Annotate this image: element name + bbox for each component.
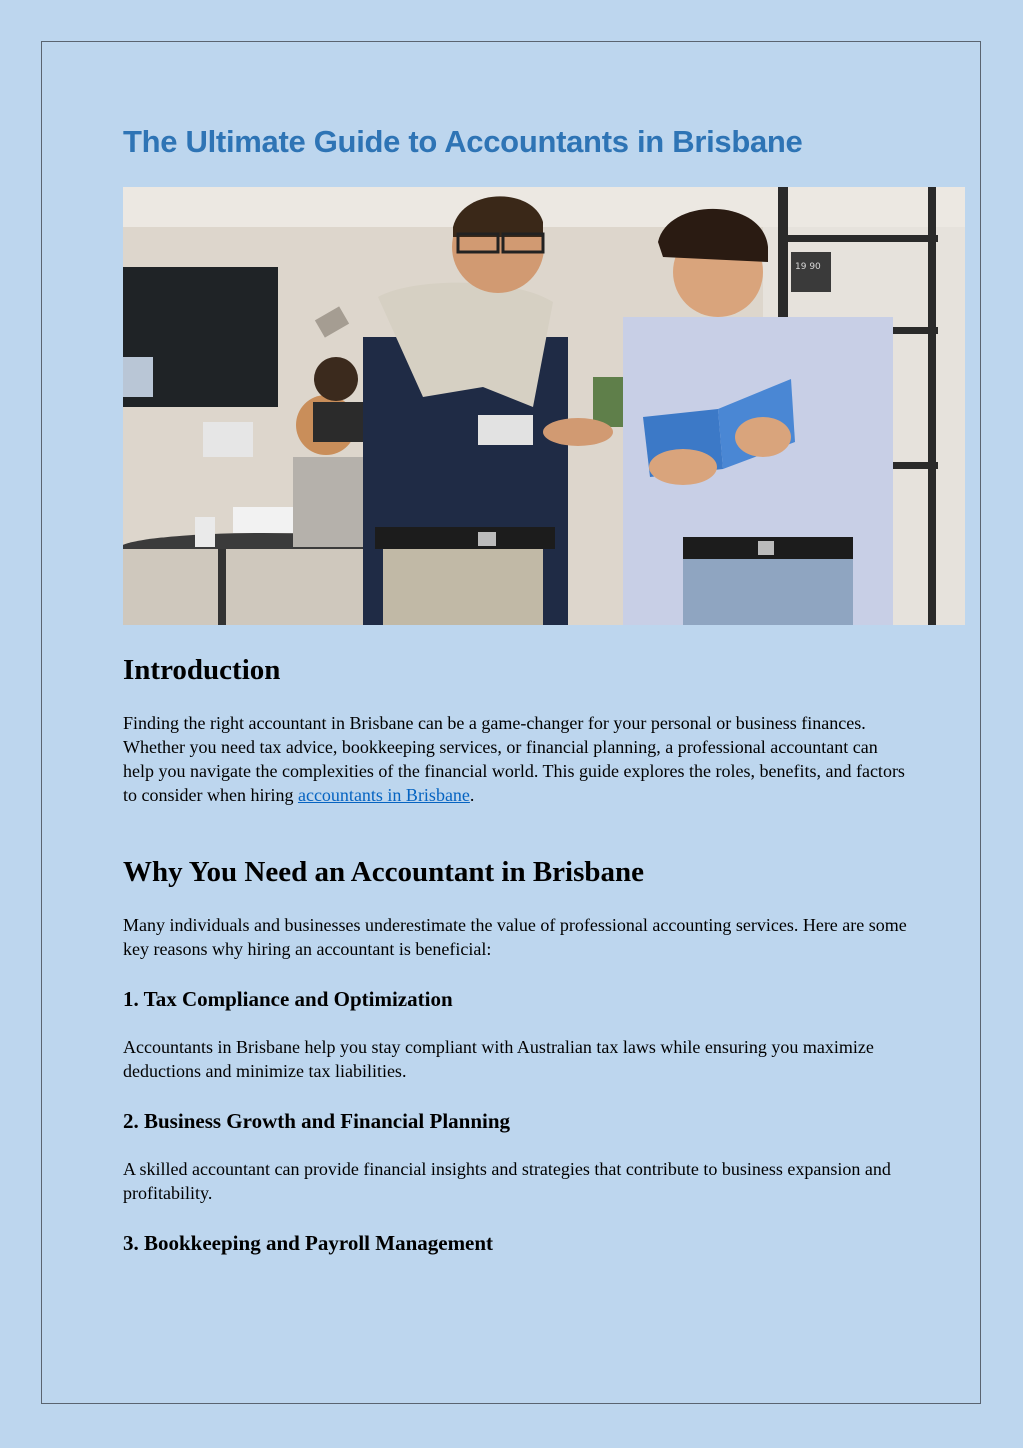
tax-heading: 1. Tax Compliance and Optimization — [123, 987, 453, 1011]
growth-paragraph: A skilled accountant can provide financial insights and strategies that contribute to business expansion and profitability. — [123, 1159, 891, 1203]
accountants-in-brisbane-link[interactable]: accountants in Brisbane — [297, 785, 470, 805]
document-title: The Ultimate Guide to Accountants in Brisbane — [123, 124, 803, 159]
why-heading: Why You Need an Accountant in Brisbane — [123, 856, 645, 888]
why-paragraph: Many individuals and businesses underestimate the value of professional accounting services. Here are some key reasons why hiring an accountant is beneficial: — [123, 915, 907, 959]
introduction-text: Finding the right accountant in Brisbane can be a game-changer for your personal or business finances. Whether you need tax advice, bookkeeping services, or financial planning, a professional accountant can help you navigate the complexities of the financial world. This guide explores the roles, benefits, and factors to consider when hiring — [123, 713, 905, 805]
introduction-paragraph — [123, 711, 913, 807]
office-photo-illustration — [123, 187, 965, 625]
introduction-text-end: . — [469, 785, 475, 805]
tax-paragraph: Accountants in Brisbane help you stay compliant with Australian tax laws while ensuring you maximize deductions and minimize tax liabilities. — [123, 1037, 874, 1081]
wall-calendar-text: 19 90 — [795, 262, 821, 272]
hero-image — [123, 187, 965, 625]
growth-heading: 2. Business Growth and Financial Planning — [123, 1109, 511, 1133]
introduction-heading: Introduction — [123, 654, 281, 686]
bookkeeping-heading: 3. Bookkeeping and Payroll Management — [123, 1231, 494, 1255]
